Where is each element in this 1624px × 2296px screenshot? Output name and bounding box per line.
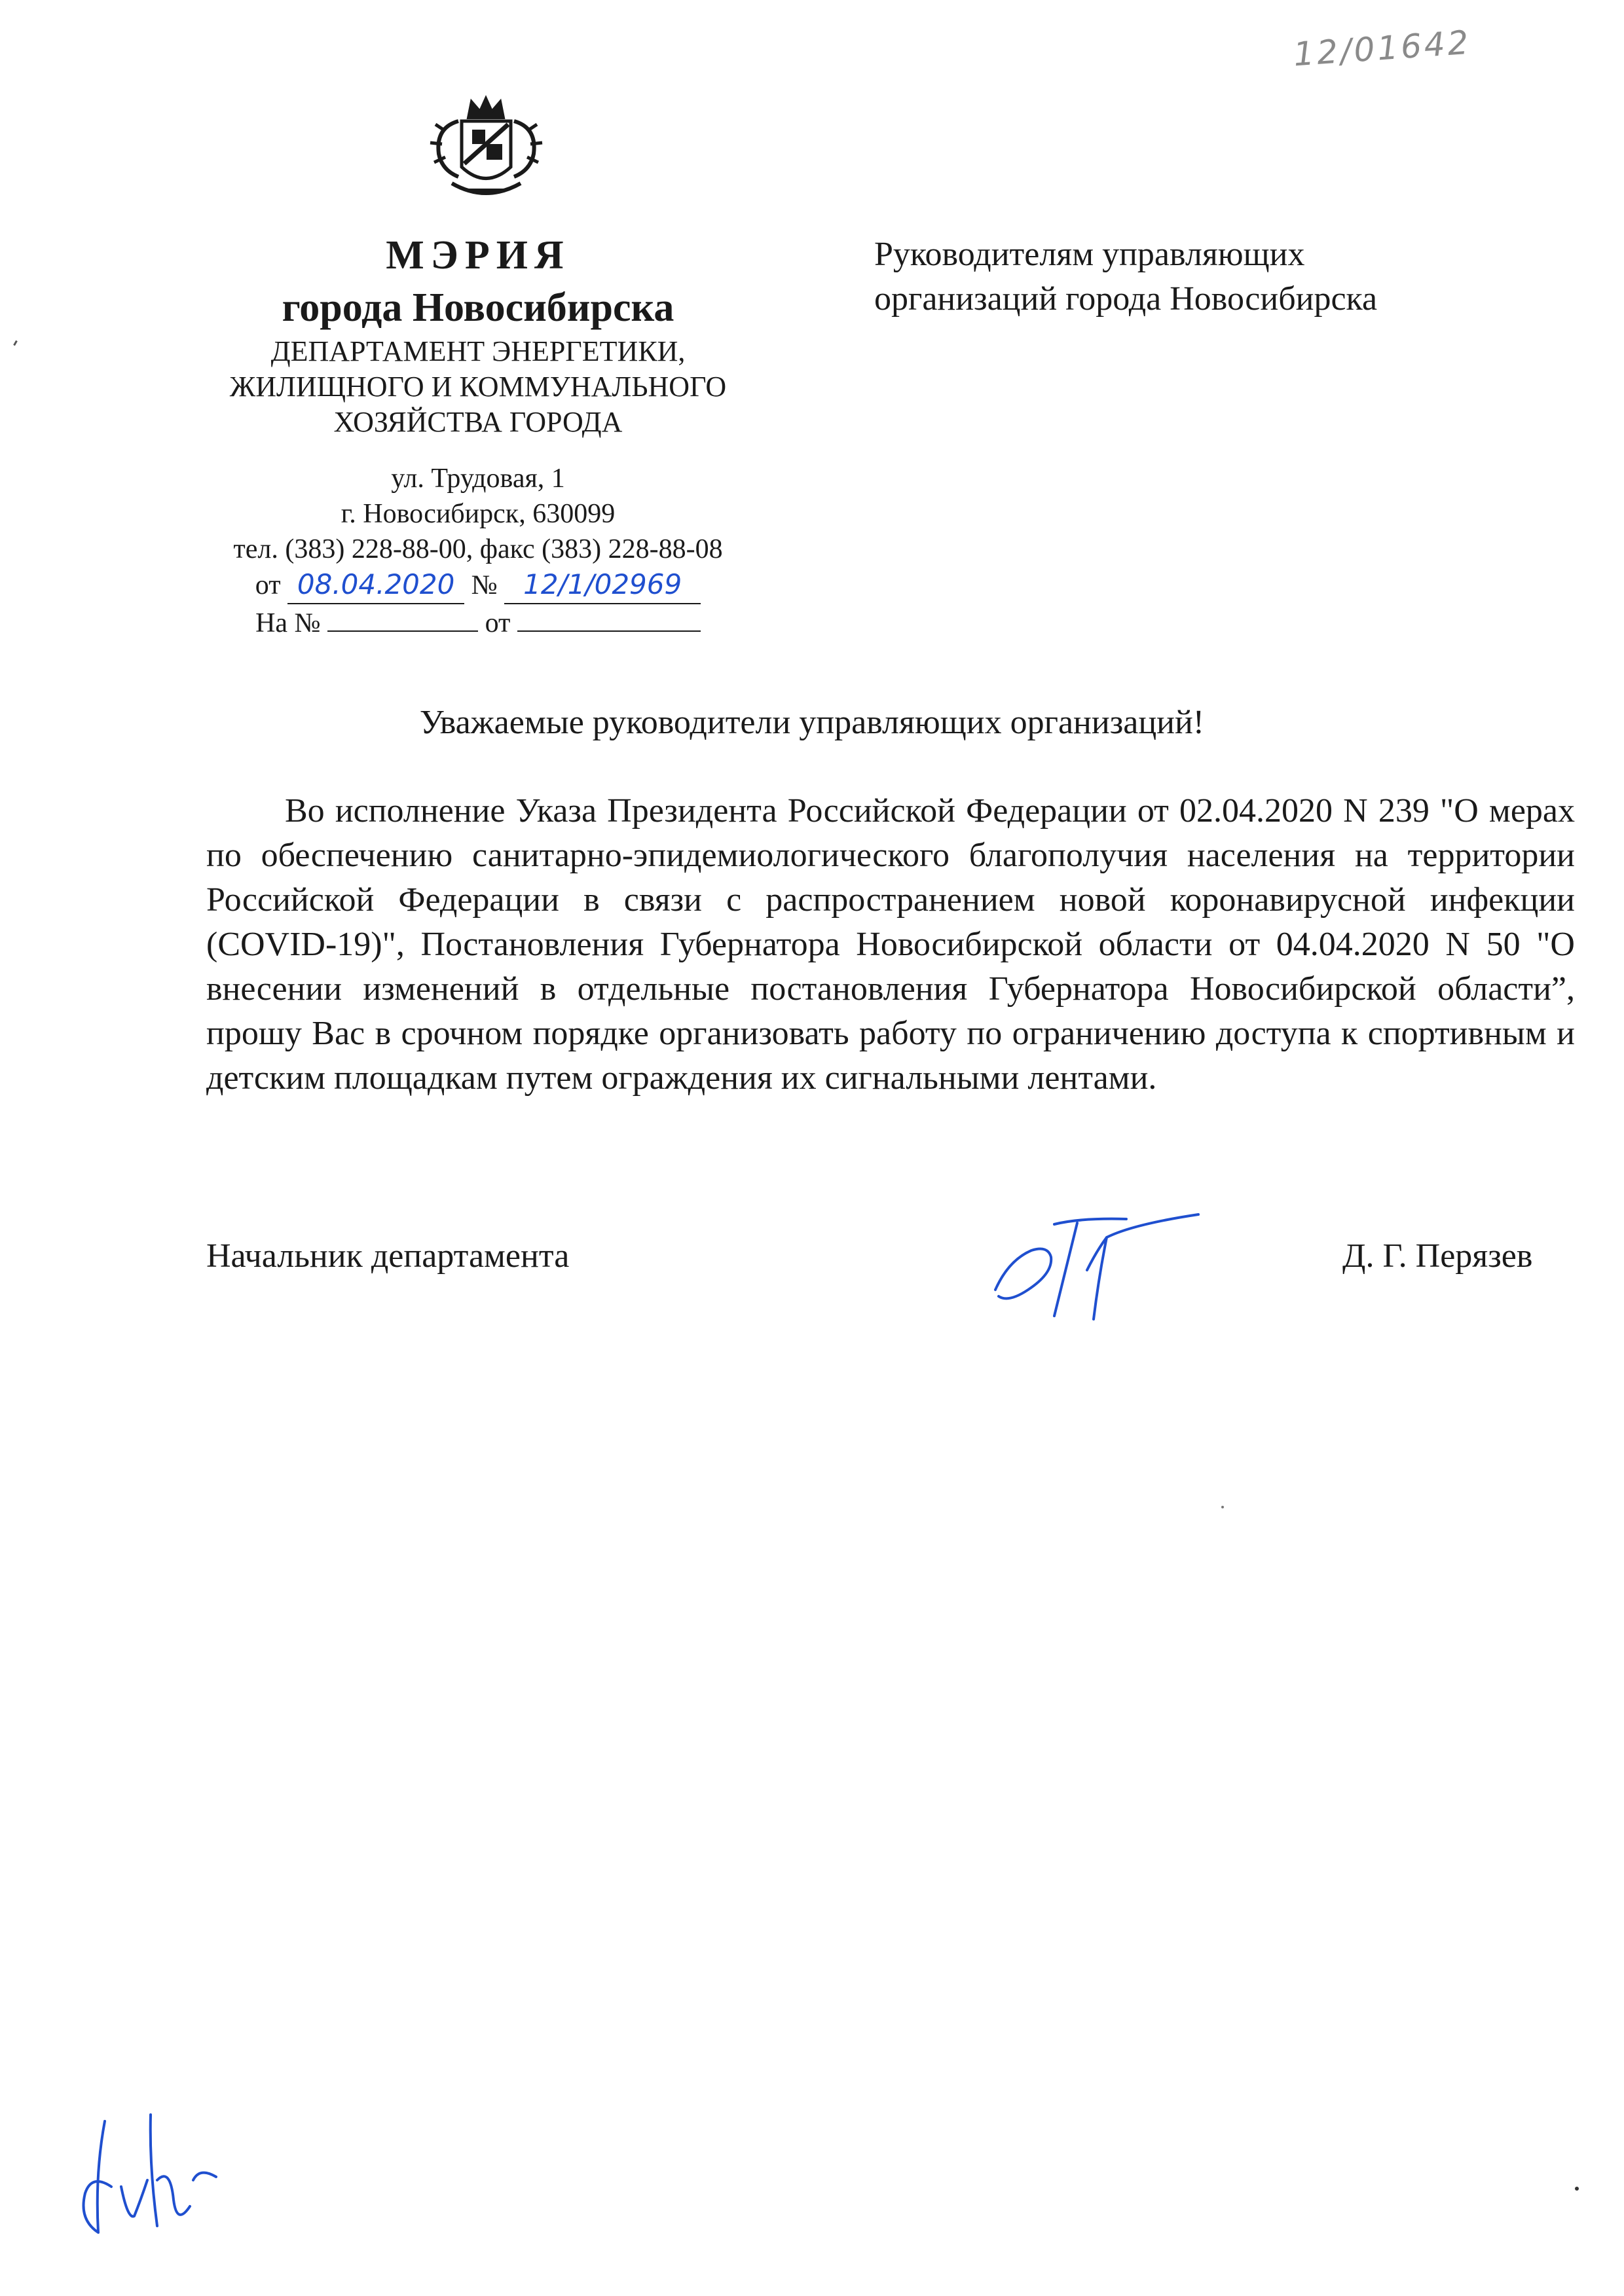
city-zip: г. Новосибирск, 630099 — [341, 499, 616, 529]
letterhead — [196, 229, 760, 641]
reply-from: от — [485, 608, 511, 638]
letterhead-city: города Новосибирска — [282, 285, 674, 330]
body-paragraph: Во исполнение Указа Президента Российской Федерации от 02.04.2020 N 239 "О мерах по обеспечению санитарно-эпидемиологического благополучия населения на территории Российской Федерации в связи с распространением новой коронавирусной инфекции (COVID-19)", Постановления Губернатора Новосибирской области от 04.04.2020 N 50 "О внесении изменений в отдельные постановления Губернатора Новосибирской области”, прошу Вас в срочном порядке организовать работу по ограничению доступа к спортивным и детским площадкам путем ограждения их сигнальными лентами. — [206, 792, 1575, 1097]
street-address: ул. Трудовая, 1 — [391, 464, 565, 494]
addressee-line-2: организаций города Новосибирска — [874, 280, 1378, 318]
coat-of-arms-emblem — [422, 92, 550, 213]
department-line-1: ДЕПАРТАМЕНТ ЭНЕРГЕТИКИ, — [270, 335, 686, 367]
salutation: Уважаемые руководители управляющих организаций! — [419, 704, 1205, 741]
outgoing-reference-line — [196, 567, 760, 604]
reply-date-blank — [517, 604, 701, 632]
scan-speck — [1221, 1506, 1224, 1508]
letterhead-title: МЭРИЯ — [386, 233, 570, 278]
number-value: 12/1/02969 — [523, 568, 682, 600]
signatory-name: Д. Г. Перязев — [1342, 1237, 1533, 1275]
reply-number-blank — [327, 604, 478, 632]
registration-number: 12/01642 — [1292, 23, 1473, 74]
date-field — [287, 567, 464, 604]
reply-prefix: На № — [255, 608, 321, 638]
addressee — [874, 232, 1464, 321]
signatory-title: Начальник департамента — [206, 1237, 570, 1275]
scan-speck — [13, 340, 18, 346]
number-field — [504, 567, 701, 604]
phone-fax: тел. (383) 228-88-00, факс (383) 228-88-08 — [233, 534, 723, 564]
handwritten-signature — [982, 1198, 1218, 1329]
reply-reference-line — [196, 604, 760, 641]
contact-block — [196, 461, 760, 641]
addressee-line-1: Руководителям управляющих — [874, 236, 1305, 273]
handwritten-initials — [59, 2102, 242, 2246]
number-prefix: № — [471, 570, 498, 600]
department-line-3: ХОЗЯЙСТВА ГОРОДА — [333, 406, 623, 438]
date-prefix: от — [255, 570, 281, 600]
date-value: 08.04.2020 — [297, 568, 455, 600]
department-line-2: ЖИЛИЩНОГО И КОММУНАЛЬНОГО — [229, 371, 727, 403]
scan-speck — [1575, 2187, 1579, 2191]
